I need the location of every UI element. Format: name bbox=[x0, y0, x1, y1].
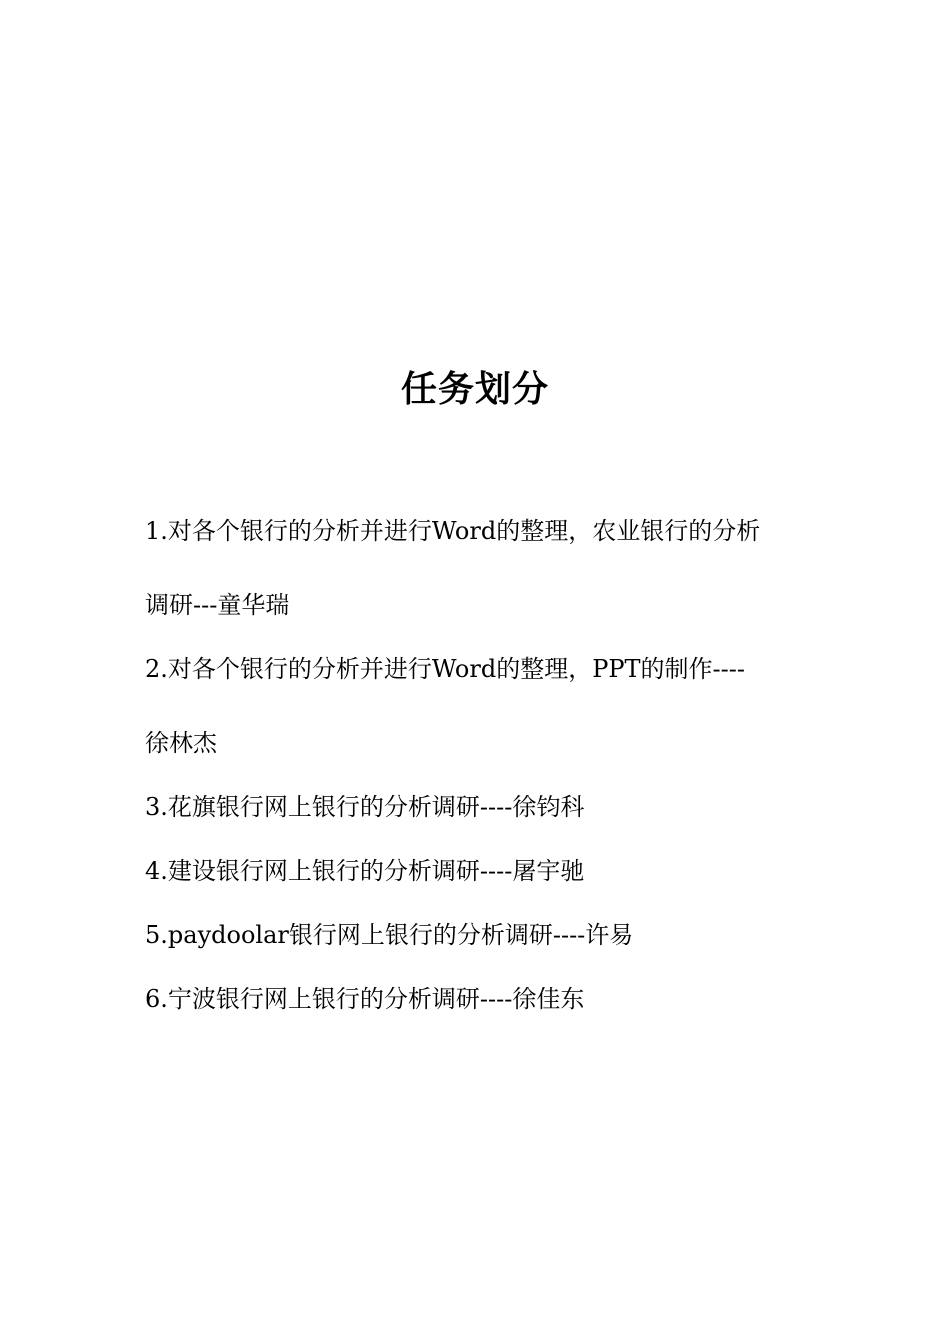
task-item-4 bbox=[145, 848, 815, 894]
task-item-1 bbox=[145, 508, 815, 628]
task-item-2 bbox=[145, 646, 815, 766]
task-list bbox=[145, 508, 815, 1040]
task-item-4-text: 4.建设银行网上银行的分析调研----屠宇驰 bbox=[145, 857, 585, 885]
task-item-3 bbox=[145, 784, 815, 830]
page-title: 任务划分 bbox=[400, 369, 549, 411]
task-item-2-line-1: 2.对各个银行的分析并进行Word的整理，PPT的制作---- bbox=[145, 655, 745, 683]
task-item-6 bbox=[145, 976, 815, 1022]
task-item-1-line-1: 1.对各个银行的分析并进行Word的整理，农业银行的分析 bbox=[145, 517, 761, 545]
task-item-3-text: 3.花旗银行网上银行的分析调研----徐钧科 bbox=[145, 793, 585, 821]
task-item-5 bbox=[145, 912, 815, 958]
task-item-6-text: 6.宁波银行网上银行的分析调研----徐佳东 bbox=[145, 985, 585, 1013]
task-item-2-line-2: 徐林杰 bbox=[145, 729, 217, 757]
task-item-5-text: 5.paydoolar银行网上银行的分析调研----许易 bbox=[145, 921, 634, 949]
task-item-1-line-2: 调研---童华瑞 bbox=[145, 591, 290, 619]
